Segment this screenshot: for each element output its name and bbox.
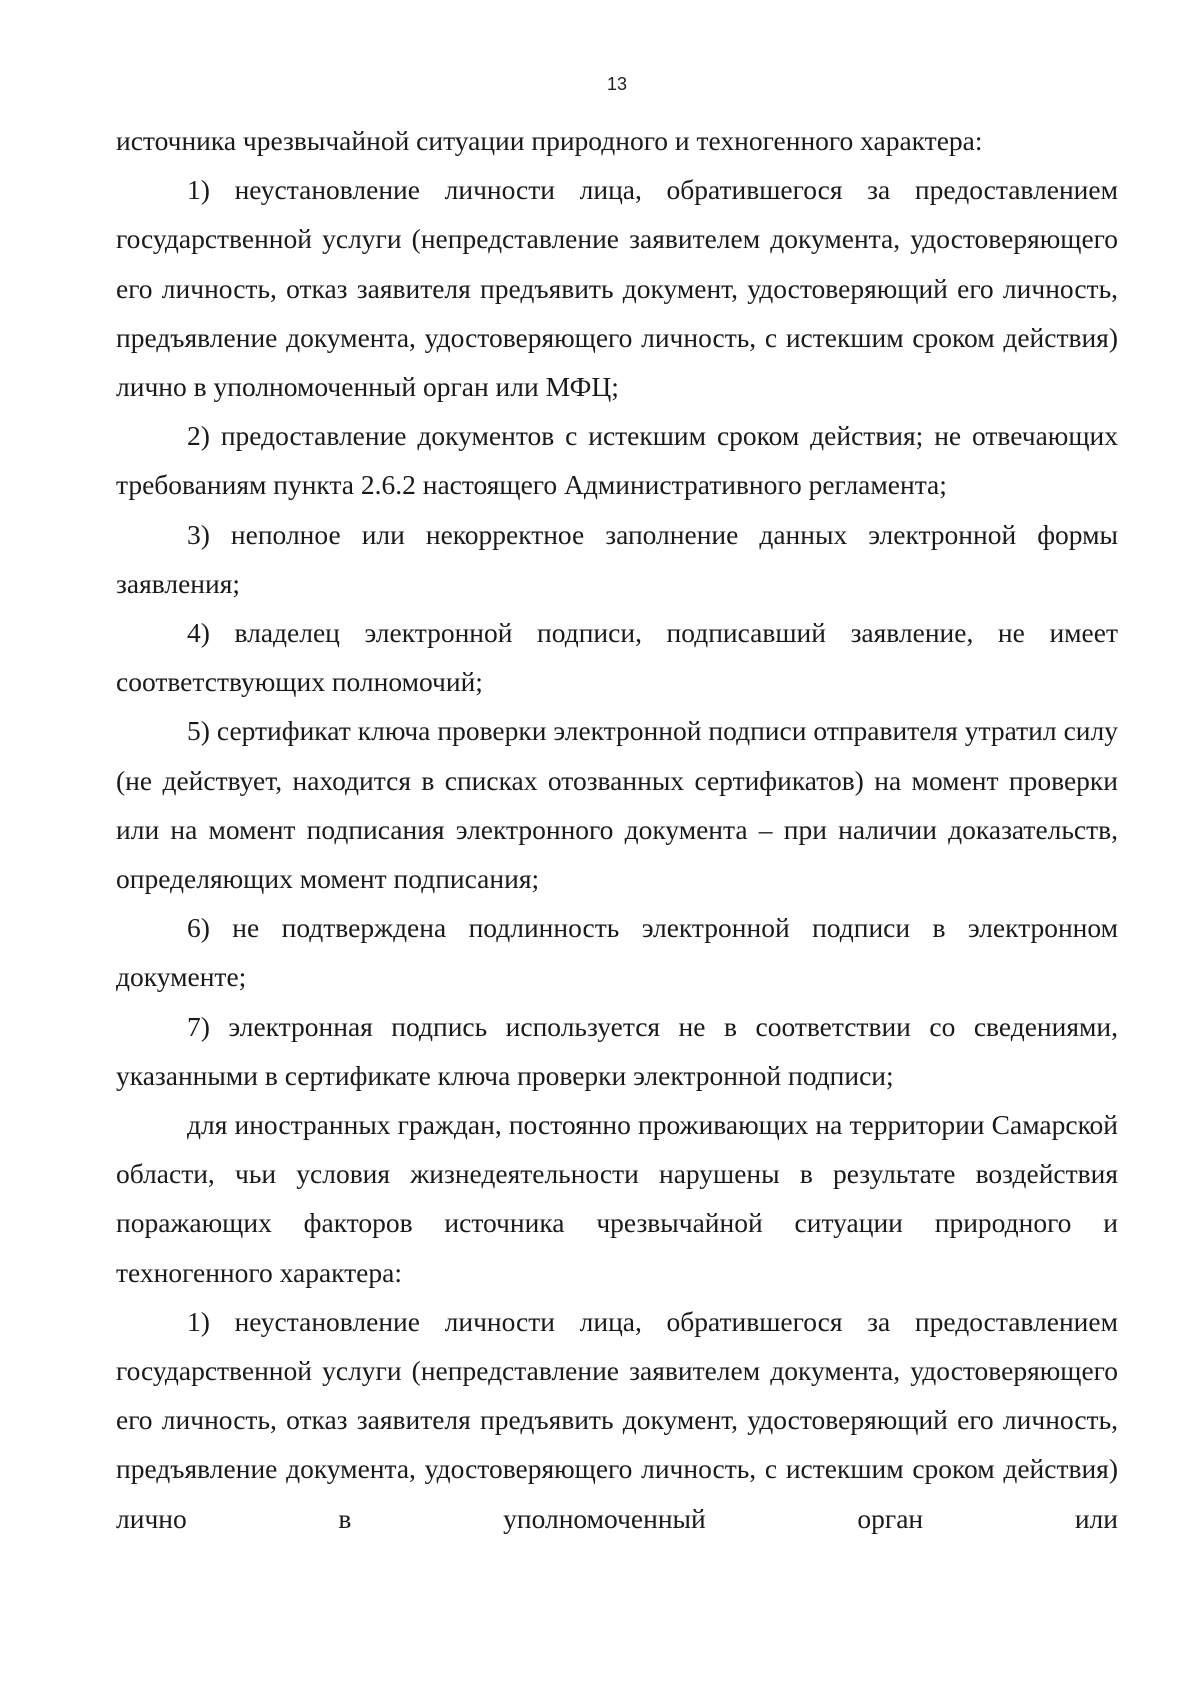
list-item-1-identity-foreign: 1) неустановление личности лица, обратившегося за предоставлением государственной услуги (непредставление заявителем документа, удостоверяющего его личность, отказ заявителя предъявить документ, удостоверяющий его личность, предъявление документа, удостоверяющего личность, с истекшим сроком действия) лично в уполномоченный орган или	[116, 1305, 1118, 1534]
paragraph-continuation: источника чрезвычайной ситуации природного и техногенного характера:	[116, 125, 983, 156]
list-item-3-incomplete-form: 3) неполное или некорректное заполнение данных электронной формы заявления;	[116, 518, 1118, 599]
list-item-2-expired-documents: 2) предоставление документов с истекшим сроком действия; не отвечающих требованиям пункта 2.6.2 настоящего Административного регламента;	[116, 420, 1118, 501]
list-item-1-identity: 1) неустановление личности лица, обратившегося за предоставлением государственной услуги (непредставление заявителем документа, удостоверяющего его личность, отказ заявителя предъявить документ, удостоверяющий его личность, предъявление документа, удостоверяющего личность, с истекшим сроком действия) лично в уполномоченный орган или МФЦ;	[116, 174, 1118, 403]
list-item-6-authenticity: 6) не подтверждена подлинность электронной подписи в электронном документе;	[116, 912, 1118, 993]
list-item-7-signature-usage: 7) электронная подпись используется не в соответствии со сведениями, указанными в сертификате ключа проверки электронной подписи;	[116, 1010, 1118, 1091]
list-item-4-signature-owner: 4) владелец электронной подписи, подписавший заявление, не имеет соответствующих полномочий;	[116, 617, 1118, 698]
list-item-5-certificate: 5) сертификат ключа проверки электронной подписи отправителя утратил силу (не действует, находится в списках отозванных сертификатов) на момент проверки или на момент подписания электронного документа – при наличии доказательств, определяющих момент подписания;	[116, 715, 1118, 895]
document-body	[116, 116, 1118, 1543]
page-number: 13	[606, 74, 628, 94]
section-foreign-citizens: для иностранных граждан, постоянно проживающих на территории Самарской области, чьи условия жизнедеятельности нарушены в результате воздействия поражающих факторов источника чрезвычайной ситуации природного и техногенного характера:	[116, 1109, 1118, 1288]
